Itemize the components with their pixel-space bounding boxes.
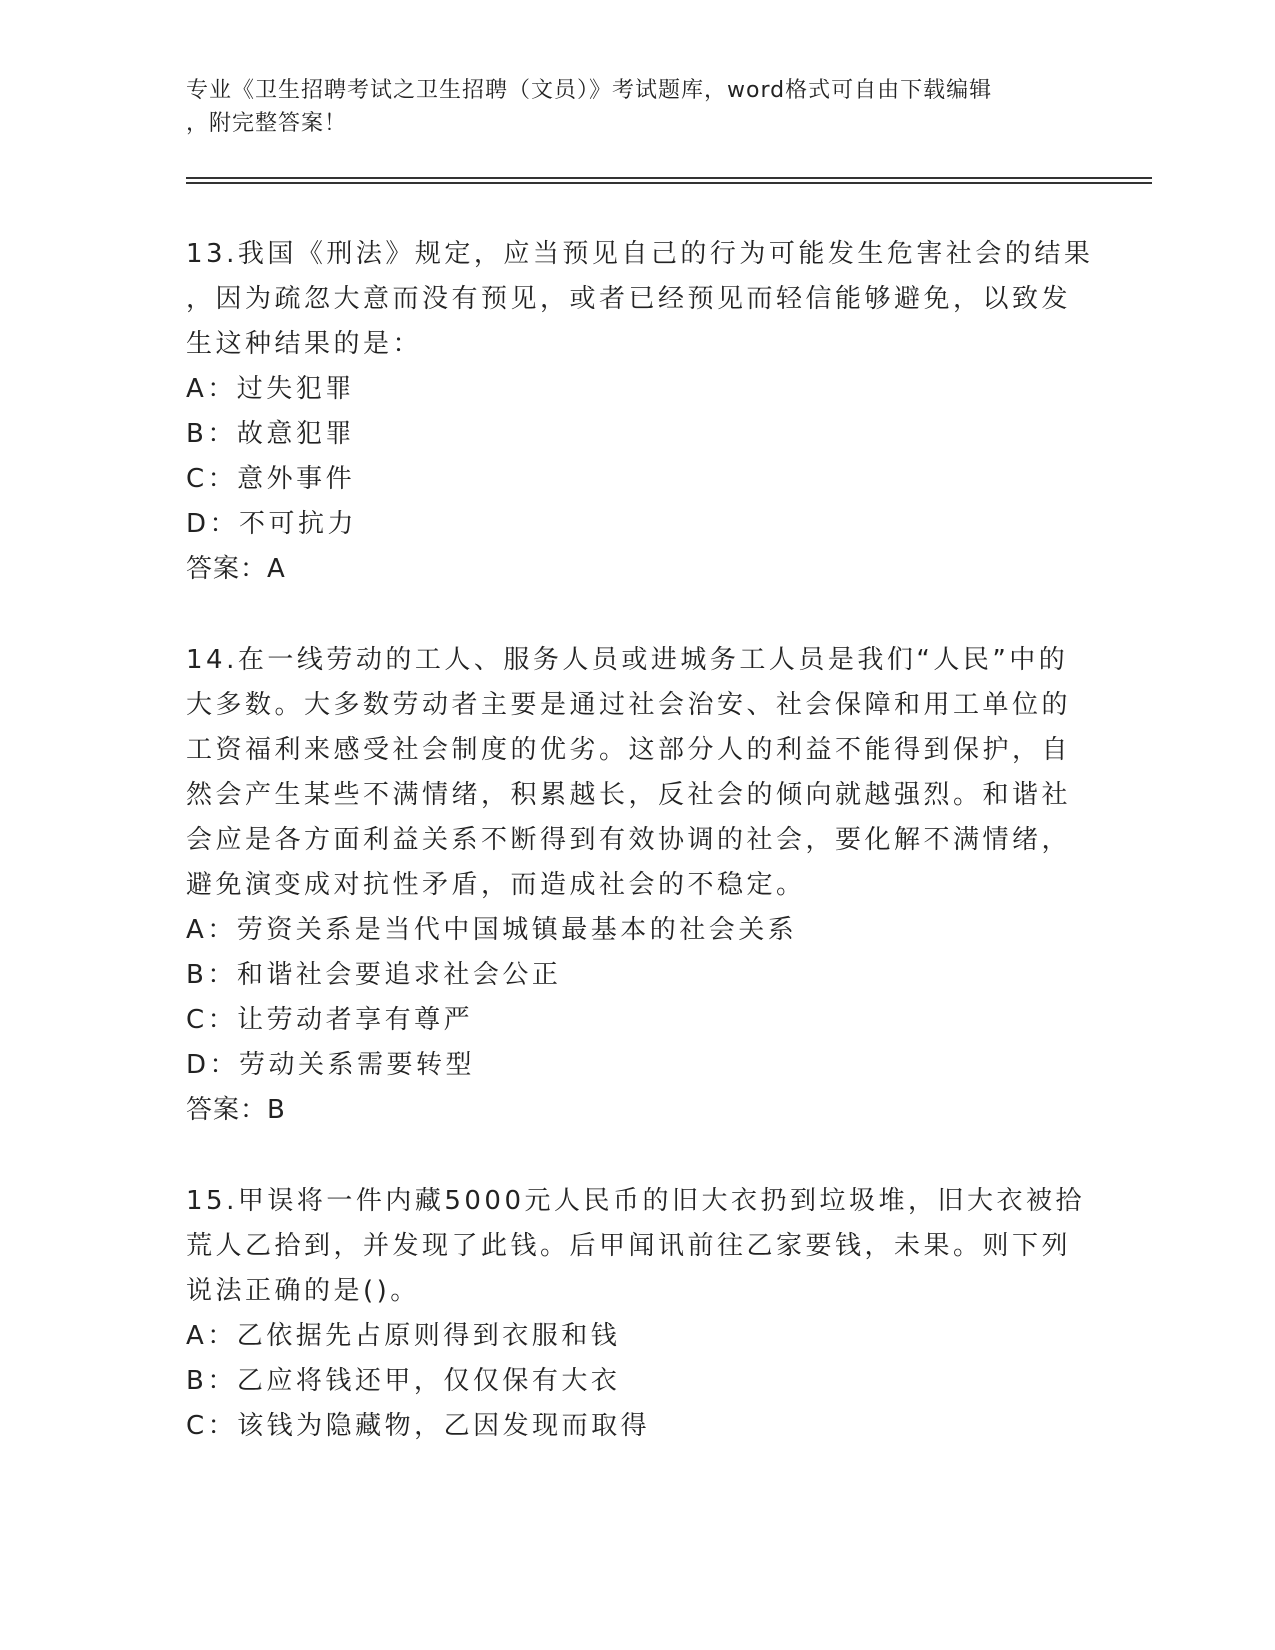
question-stem — [186, 1179, 1086, 1314]
stem-line: 避免演变成对抗性矛盾，而造成社会的不稳定。 — [186, 870, 806, 900]
stem-line: 然会产生某些不满情绪，积累越长，反社会的倾向就越强烈。和谐社 — [186, 780, 1072, 810]
option-c: C：意外事件 — [186, 464, 356, 494]
stem-line: 14.在一线劳动的工人、服务人员或进城务工人员是我们“人民”中的 — [186, 645, 1069, 675]
option-b: B：故意犯罪 — [186, 419, 355, 449]
stem-line: 会应是各方面利益关系不断得到有效协调的社会，要化解不满情绪， — [186, 825, 1072, 855]
stem-line: 生这种结果的是： — [186, 329, 423, 359]
stem-line: 大多数。大多数劳动者主要是通过社会治安、社会保障和用工单位的 — [186, 690, 1072, 720]
question-15 — [186, 1179, 1086, 1449]
header-line-2: ，附完整答案！ — [186, 111, 348, 136]
header-line-1: 专业《卫生招聘考试之卫生招聘（文员）》考试题库，word格式可自由下载编辑 — [186, 78, 993, 103]
document-header — [186, 74, 1066, 140]
option-d: D：劳动关系需要转型 — [186, 1050, 476, 1080]
header-divider-top — [186, 177, 1152, 179]
stem-line: 荒人乙拾到，并发现了此钱。后甲闻讯前往乙家要钱，未果。则下列 — [186, 1231, 1072, 1261]
option-a: A：乙依据先占原则得到衣服和钱 — [186, 1321, 621, 1351]
answer-line: 答案：B — [186, 1095, 286, 1125]
option-d: D：不可抗力 — [186, 509, 358, 539]
answer-line: 答案：A — [186, 554, 286, 584]
question-list — [186, 232, 1094, 1495]
question-14 — [186, 638, 1086, 1133]
stem-line: ，因为疏忽大意而没有预见，或者已经预见而轻信能够避免，以致发 — [186, 284, 1072, 314]
option-c: C：该钱为隐藏物，乙因发现而取得 — [186, 1411, 651, 1441]
option-b: B：乙应将钱还甲，仅仅保有大衣 — [186, 1366, 621, 1396]
option-c: C：让劳动者享有尊严 — [186, 1005, 474, 1035]
header-divider-bottom — [186, 182, 1152, 184]
stem-line: 13.我国《刑法》规定，应当预见自己的行为可能发生危害社会的结果 — [186, 239, 1094, 269]
option-b: B：和谐社会要追求社会公正 — [186, 960, 562, 990]
stem-line: 工资福利来感受社会制度的优劣。这部分人的利益不能得到保护，自 — [186, 735, 1072, 765]
question-stem — [186, 232, 1094, 367]
stem-line: 说法正确的是()。 — [186, 1276, 420, 1306]
stem-line: 15.甲误将一件内藏5000元人民币的旧大衣扔到垃圾堆，旧大衣被拾 — [186, 1186, 1086, 1216]
question-stem — [186, 638, 1086, 908]
option-a: A：劳资关系是当代中国城镇最基本的社会关系 — [186, 915, 798, 945]
option-a: A：过失犯罪 — [186, 374, 355, 404]
question-13 — [186, 232, 1094, 592]
